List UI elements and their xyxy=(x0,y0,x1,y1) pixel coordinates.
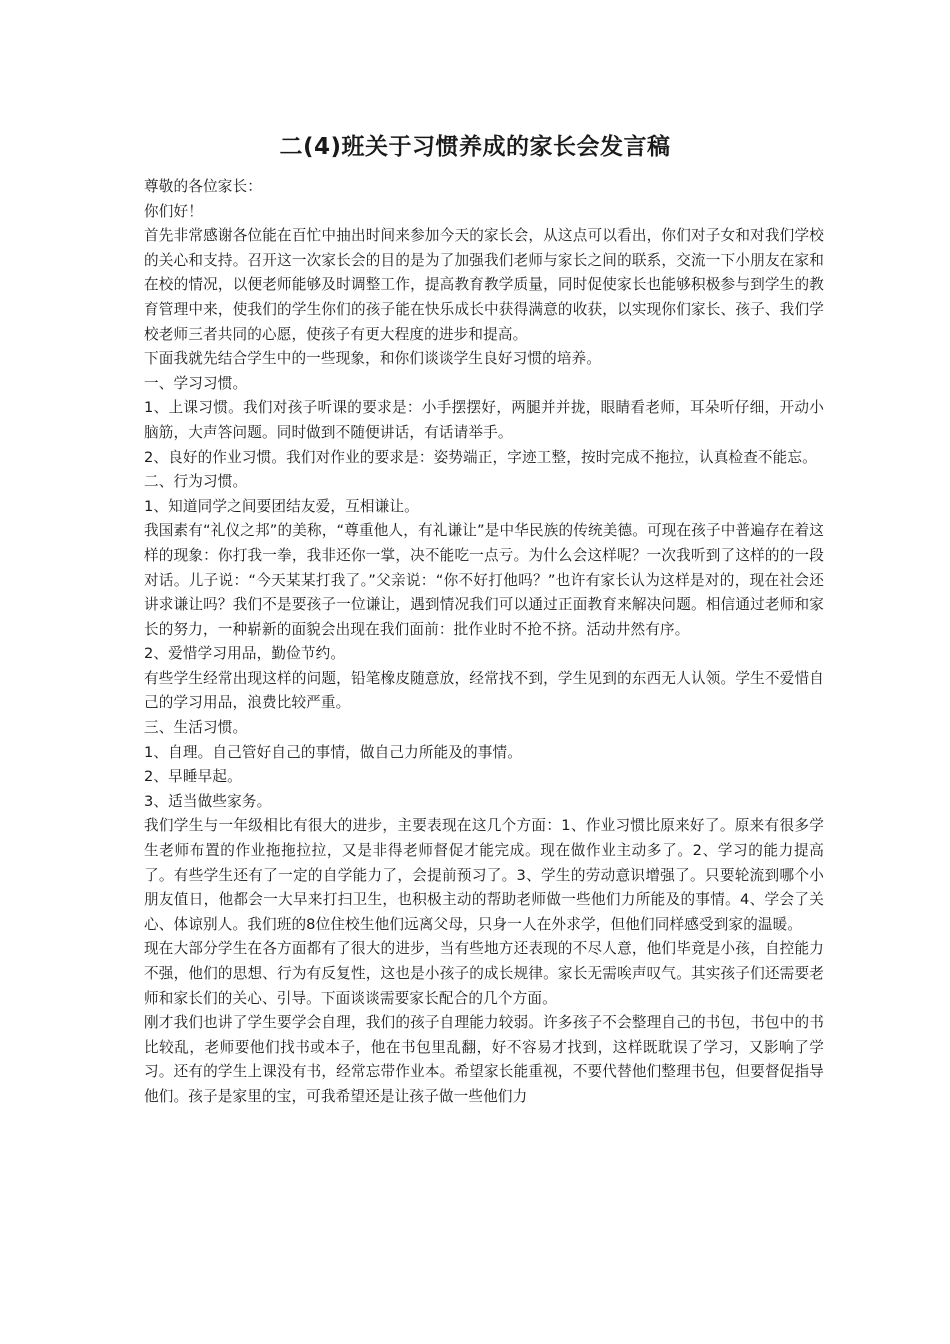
paragraph-supplies: 有些学生经常出现这样的问题，铅笔橡皮随意放，经常找不到，学生见到的东西无人认领。学生不爱惜自己的学习用品，浪费比较严重。 xyxy=(144,669,824,712)
document-body xyxy=(144,175,824,1110)
list-item-self-care: 1、自理。自己管好自己的事情，做自己力所能及的事情。 xyxy=(144,743,523,761)
paragraph-transition: 下面我就先结合学生中的一些现象，和你们谈谈学生良好习惯的培养。 xyxy=(144,350,602,368)
list-item-housework: 3、适当做些家务。 xyxy=(144,792,272,810)
paragraph-courtesy: 我国素有“礼仪之邦”的美称，“尊重他人，有礼谦让”是中华民族的传统美德。可现在孩子中普遍存在着这样的现象：你打我一拳，我非还你一掌，决不能吃一点亏。为什么会这样呢？一次我听到了这样的的一段对话。儿子说：“今天某某打我了。”父亲说：“你不好打他吗？”也许有家长认为这样是对的，现在社会还讲求谦让吗？我们不是要孩子一位谦让，遇到情况我们可以通过正面教育来解决问题。相信通过老师和家长的努力，一种崭新的面貌会出现在我们面前：批作业时不抢不挤。活动井然有序。 xyxy=(144,522,824,638)
paragraph-salutation: 尊敬的各位家长： xyxy=(144,178,262,195)
paragraph-current-state: 现在大部分学生在各方面都有了很大的进步，当有些地方还表现的不尽人意，他们毕竟是小孩，自控能力不强，他们的思想、行为有反复性，这也是小孩子的成长规律。家长无需唉声叹气。其实孩子们还需要老师和家长们的关心、引导。下面谈谈需要家长配合的几个方面。 xyxy=(144,940,824,1007)
paragraph-greeting: 你们好！ xyxy=(144,202,203,220)
list-item-cherish-supplies: 2、爱惜学习用品，勤俭节约。 xyxy=(144,645,346,663)
paragraph-intro: 首先非常感谢各位能在百忙中抽出时间来参加今天的家长会，从这点可以看出，你们对子女和对我们学校的关心和支持。召开这一次家长会的目的是为了加强我们老师与家长之间的联系，交流一下小朋友在家和在校的情况，以便老师能够及时调整工作，提高教育教学质量，同时促使家长也能够积极参与到学生的教育管理中来，使我们的学生你们的孩子能在快乐成长中获得满意的收获，以实现你们家长、孩子、我们学校老师三者共同的心愿，使孩子有更大程度的进步和提高。 xyxy=(144,227,824,343)
list-item-class-habits: 1、上课习惯。我们对孩子听课的要求是：小手摆摆好，两腿并并拢，眼睛看老师，耳朵听仔细，开动小脑筋，大声答问题。同时做到不随便讲话，有话请举手。 xyxy=(144,399,824,441)
list-item-unity: 1、知道同学之间要团结友爱，互相谦让。 xyxy=(144,497,419,515)
section-heading-study-habits: 一、学习习惯。 xyxy=(144,374,248,392)
paragraph-parent-cooperation: 刚才我们也讲了学生要学会自理，我们的孩子自理能力较弱。许多孩子不会整理自己的书包，书包中的书比较乱，老师要他们找书或本子，他在书包里乱翻，好不容易才找到，这样既耽误了学习，又影响了学习。还有的学生上课没有书，经常忘带作业本。希望家长能重视，不要代替他们整理书包，但要督促指导他们。孩子是家里的宝，可我希望还是让孩子做一些他们力 xyxy=(144,1014,824,1105)
section-heading-behavior-habits: 二、行为习惯。 xyxy=(144,473,248,491)
document-title: 二(4)班关于习惯养成的家长会发言稿 xyxy=(279,134,671,160)
section-heading-life-habits: 三、生活习惯。 xyxy=(144,719,248,737)
paragraph-progress: 我们学生与一年级相比有很大的进步，主要表现在这几个方面：1、作业习惯比原来好了。原来有很多学生老师布置的作业拖拖拉拉，又是非得老师督促才能完成。现在做作业主动多了。2、学习的能力提高了。有些学生还有了一定的自学能力了，会提前预习了。3、学生的劳动意识增强了。只要轮流到哪个小朋友值日，他都会一大早来打扫卫生，也积极主动的帮助老师做一些他们力所能及的事情。4、学会了关心、体谅别人。我们班的8位住校生他们远离父母，只身一人在外求学，但他们同样感受到家的温暖。 xyxy=(144,817,824,933)
list-item-early-sleep: 2、早睡早起。 xyxy=(144,768,242,786)
list-item-homework-habits: 2、良好的作业习惯。我们对作业的要求是：姿势端正，字迹工整，按时完成不拖拉，认真检查不能忘。 xyxy=(144,448,817,466)
